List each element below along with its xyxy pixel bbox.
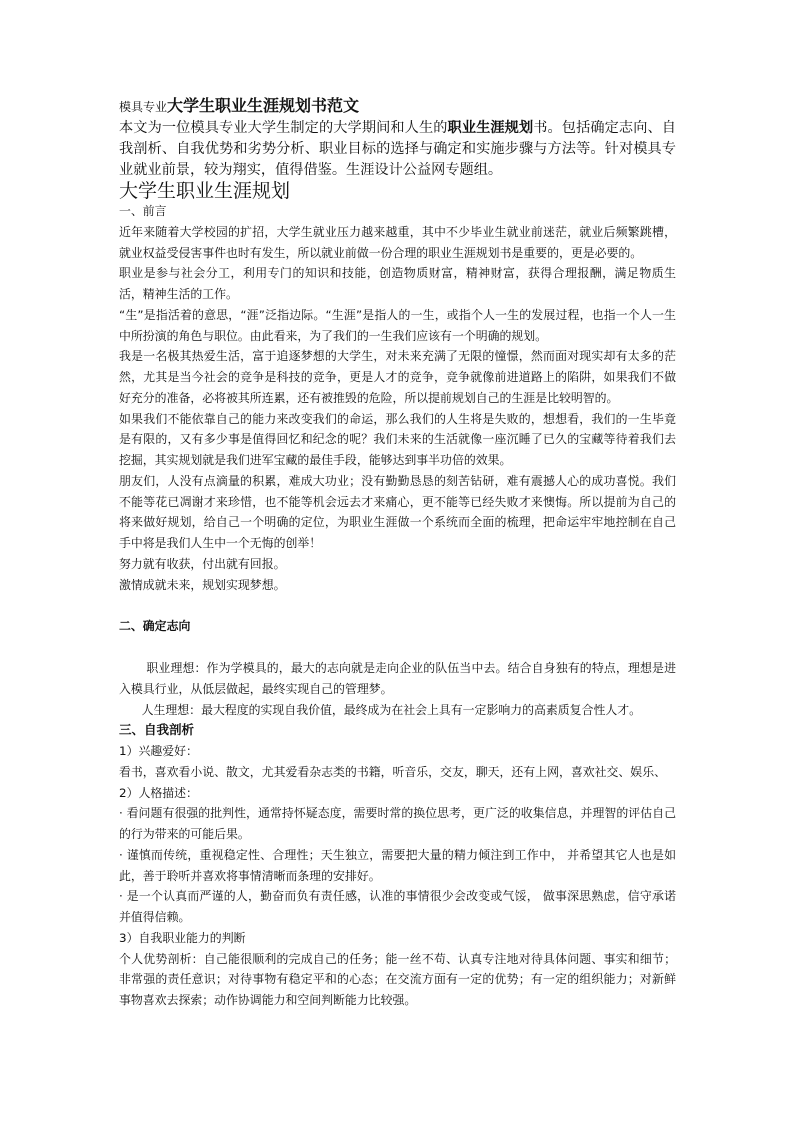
life-ideal: 人生理想：最大程度的实现自我价值，最终成为在社会上具有一定影响力的高素质复合性人才。	[141, 702, 642, 717]
paragraph: 努力就有收获，付出就有回报。	[119, 556, 286, 571]
list-item: 2）人格描述：	[119, 785, 198, 800]
section-heading-goal: 二、确定志向	[119, 619, 191, 634]
section-heading-preface: 一、前言	[119, 204, 167, 218]
spacer	[119, 595, 676, 616]
paragraph: 如果我们不能依靠自己的能力来改变我们的命运，那么我们的人生将是失败的，想想看，我们的一生毕竟是有限的，又有多少事是值得回忆和纪念的呢？我们未来的生活就像一座沉睡了已久的宝藏等待着我们去挖掘，其实规划就是我们进军宝藏的最佳手段，能够达到事半功倍的效果。	[119, 411, 676, 467]
list-item: 1）兴趣爱好：	[119, 744, 198, 758]
career-ideal: 职业理想：作为学模具的，最大的志向就是走向企业的队伍当中去。结合自身独有的特点，理想是进入模具行业，从低层做起，最终实现自己的管理梦。	[119, 661, 676, 696]
list-item: · 谨慎而传统，重视稳定性、合理性；天生独立，需要把大量的精力倾注到工作中， 并希望其它人也是如此，善于聆听并喜欢将事情清晰而条理的安排好。	[119, 847, 676, 883]
paragraph: “生”是指活着的意思，“涯”泛指边际。“生涯”是指人的一生，或指个人一生的发展过程，也指一个人一生中所扮演的角色与职位。由此看来，为了我们的一生我们应该有一个明确的规划。	[119, 307, 676, 343]
paragraph: 近年来随着大学校园的扩招，大学生就业压力越来越重，其中不少毕业生就业前迷茫，就业后频繁跳槽，就业权益受侵害事件也时有发生，所以就业前做一份合理的职业生涯规划书是重要的，更是必要的。	[119, 224, 676, 260]
paragraph: 我是一名极其热爱生活，富于追逐梦想的大学生，对未来充满了无限的憧憬，然而面对现实却有太多的茫然，尤其是当今社会的竞争是科技的竞争，更是人才的竞争，竞争就像前进道路上的陷阱，如果我们不做好充分的准备，必将被其所连累，还有被推毁的危险，所以提前规划自己的生涯是比较明智的。	[119, 349, 676, 405]
intro-text: 本文为一位模具专业大学生制定的大学期间和人生的	[119, 120, 448, 136]
list-item: 个人优势剖析：自己能很顺利的完成自己的任务；能一丝不苟、认真专注地对待具体问题、事实和细节；非常强的责任意识；对待事物有稳定平和的心态；在交流方面有一定的优势；有一定的组织能力；对新鲜事物喜欢去探索；动作协调能力和空间判断能力比较强。	[119, 951, 676, 1007]
document-title	[119, 95, 676, 118]
list-item: · 看问题有很强的批判性，通常持怀疑态度，需要时常的换位思考，更广泛的收集信息，并理智的评估自己的行为带来的可能后果。	[119, 806, 676, 841]
paragraph: 朋友们，人没有点滴量的积累，难成大功业；没有勤勤恳恳的刻苦钻研，难有震撼人心的成功喜悦。我们不能等花已凋谢才来珍惜，也不能等机会远去才来痛心，更不能等已经失败才来懊悔。所以提前为自己的将来做好规划，给自己一个明确的定位，为职业生涯做一个系统而全面的梳理，把命运牢牢地控制在自己手中将是我们人生中一个无悔的创举！	[119, 473, 676, 550]
title-main: 大学生职业生涯规划书范文	[167, 96, 360, 115]
spacer	[119, 637, 676, 658]
intro-paragraph	[119, 118, 676, 181]
paragraph: 激情成就未来，规划实现梦想。	[119, 577, 286, 592]
list-item: 3）自我职业能力的判断	[119, 930, 246, 945]
main-heading: 大学生职业生涯规划	[119, 180, 291, 202]
intro-keyword: 职业生涯规划	[447, 120, 534, 136]
list-item: · 是一个认真而严谨的人，勤奋而负有责任感，认准的事情很少会改变或气馁， 做事深思熟虑，信守承诺并值得信赖。	[119, 889, 676, 924]
title-prefix: 模具专业	[119, 100, 168, 114]
section-heading-self-analysis: 三、自我剖析	[119, 722, 195, 738]
intro-text-rest: 书。包括确定志向、自我剖析、自我优势和劣势分析、职业目标的选择与确定和实施步骤与方法等。针对模具专业就业前景，较为翔实，值得借鉴。生涯设计公益网专题组。	[119, 120, 676, 178]
paragraph: 职业是参与社会分工，利用专门的知识和技能，创造物质财富，精神财富，获得合理报酬，满足物质生活，精神生活的工作。	[119, 266, 676, 301]
document-body	[119, 201, 676, 1011]
list-item: 看书，喜欢看小说、散文，尤其爱看杂志类的书籍，听音乐，交友，聊天，还有上网，喜欢社交、娱乐、	[119, 764, 666, 779]
